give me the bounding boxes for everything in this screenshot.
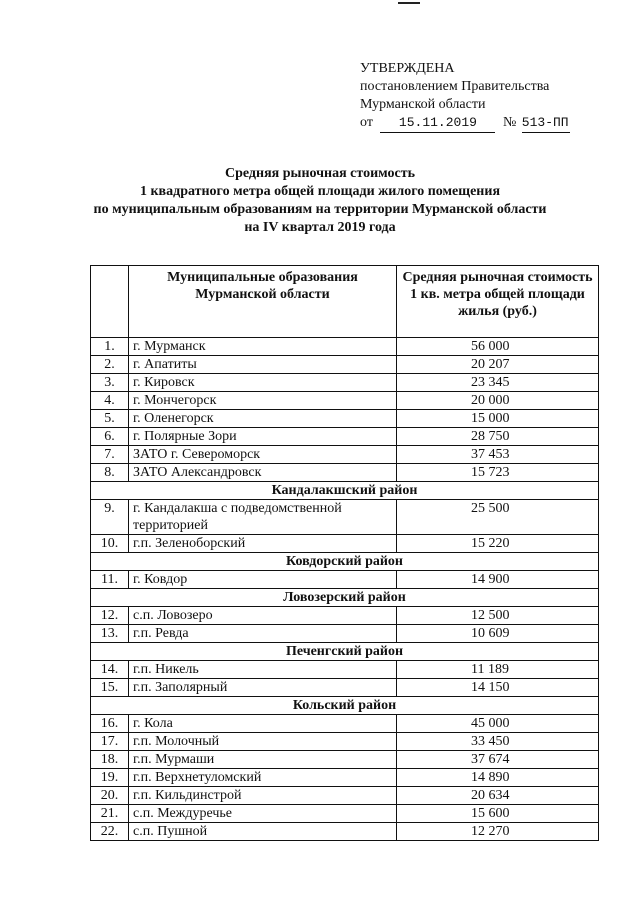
row-number: 12. [91, 607, 129, 625]
header-price: Средняя рыночная стоимость 1 кв. метра общей площади жилья (руб.) [397, 266, 599, 338]
row-price: 15 600 [397, 805, 599, 823]
row-price: 12 270 [397, 823, 599, 841]
row-municipality: с.п. Междуречье [129, 805, 397, 823]
approval-date: 15.11.2019 [380, 114, 495, 133]
row-municipality: г. Мончегорск [129, 392, 397, 410]
row-number: 1. [91, 338, 129, 356]
row-number: 7. [91, 446, 129, 464]
section-row [91, 482, 599, 500]
table-row [91, 428, 599, 446]
section-title: Кандалакшский район [91, 482, 599, 500]
top-mark [398, 2, 420, 4]
row-municipality: г.п. Кильдинстрой [129, 787, 397, 805]
table-row [91, 571, 599, 589]
row-municipality: г.п. Ревда [129, 625, 397, 643]
table-row [91, 535, 599, 553]
table-row [91, 751, 599, 769]
table-row [91, 661, 599, 679]
row-price: 23 345 [397, 374, 599, 392]
section-title: Ковдорский район [91, 553, 599, 571]
row-price: 45 000 [397, 715, 599, 733]
table-row [91, 464, 599, 482]
table-header-row [91, 266, 599, 338]
title-line-4: на IV квартал 2019 года [244, 220, 396, 235]
table-row [91, 679, 599, 697]
section-title: Печенгский район [91, 643, 599, 661]
approval-block [360, 60, 570, 133]
row-price: 15 220 [397, 535, 599, 553]
table-row [91, 392, 599, 410]
row-number: 8. [91, 464, 129, 482]
row-municipality: г. Кандалакша с подведомственной территорией [129, 500, 397, 535]
table-body [91, 338, 599, 841]
section-title: Ловозерский район [91, 589, 599, 607]
row-number: 4. [91, 392, 129, 410]
approval-line-3: Мурманской области [360, 97, 486, 112]
row-price: 15 723 [397, 464, 599, 482]
title-line-3: по муниципальным образованиям на территории Мурманской области [93, 202, 547, 217]
row-number: 6. [91, 428, 129, 446]
row-price: 14 890 [397, 769, 599, 787]
row-municipality: г.п. Зеленоборский [129, 535, 397, 553]
row-price: 37 453 [397, 446, 599, 464]
row-municipality: г. Ковдор [129, 571, 397, 589]
table-row [91, 805, 599, 823]
section-row [91, 643, 599, 661]
row-price: 33 450 [397, 733, 599, 751]
row-price: 56 000 [397, 338, 599, 356]
row-price: 37 674 [397, 751, 599, 769]
row-number: 3. [91, 374, 129, 392]
row-number: 19. [91, 769, 129, 787]
row-number: 14. [91, 661, 129, 679]
row-municipality: г.п. Никель [129, 661, 397, 679]
header-number [91, 266, 129, 338]
approval-date-line [360, 114, 570, 133]
row-municipality: с.п. Пушной [129, 823, 397, 841]
row-number: 15. [91, 679, 129, 697]
row-municipality: г. Кола [129, 715, 397, 733]
table-row [91, 446, 599, 464]
approval-status: УТВЕРЖДЕНА [360, 61, 455, 76]
section-row [91, 589, 599, 607]
row-municipality: г. Апатиты [129, 356, 397, 374]
row-number: 13. [91, 625, 129, 643]
row-number: 10. [91, 535, 129, 553]
section-title: Кольский район [91, 697, 599, 715]
row-number: 20. [91, 787, 129, 805]
table-row [91, 356, 599, 374]
row-price: 14 150 [397, 679, 599, 697]
row-number: 5. [91, 410, 129, 428]
number-prefix: № [502, 115, 517, 130]
table-row [91, 733, 599, 751]
row-number: 21. [91, 805, 129, 823]
table-row [91, 500, 599, 535]
row-municipality: ЗАТО Александровск [129, 464, 397, 482]
section-row [91, 553, 599, 571]
row-municipality: ЗАТО г. Североморск [129, 446, 397, 464]
approval-line-2: постановлением Правительства [360, 79, 550, 94]
table-row [91, 715, 599, 733]
row-number: 11. [91, 571, 129, 589]
row-municipality: г.п. Молочный [129, 733, 397, 751]
row-number: 16. [91, 715, 129, 733]
table-row [91, 374, 599, 392]
row-number: 9. [91, 500, 129, 535]
row-municipality: г. Полярные Зори [129, 428, 397, 446]
table-row [91, 823, 599, 841]
date-prefix: от [360, 115, 373, 130]
row-price: 14 900 [397, 571, 599, 589]
row-number: 2. [91, 356, 129, 374]
row-municipality: г. Оленегорск [129, 410, 397, 428]
header-municipality: Муниципальные образования Мурманской области [129, 266, 397, 338]
document-title [40, 165, 600, 237]
table-row [91, 787, 599, 805]
section-row [91, 697, 599, 715]
table-row [91, 607, 599, 625]
row-price: 20 000 [397, 392, 599, 410]
row-price: 11 189 [397, 661, 599, 679]
row-municipality: г. Мурманск [129, 338, 397, 356]
row-price: 12 500 [397, 607, 599, 625]
title-line-1: Средняя рыночная стоимость [225, 166, 415, 181]
row-price: 20 634 [397, 787, 599, 805]
row-municipality: г.п. Мурмаши [129, 751, 397, 769]
row-municipality: г.п. Заполярный [129, 679, 397, 697]
row-municipality: г. Кировск [129, 374, 397, 392]
row-price: 28 750 [397, 428, 599, 446]
table-row [91, 769, 599, 787]
row-municipality: с.п. Ловозеро [129, 607, 397, 625]
row-number: 18. [91, 751, 129, 769]
row-price: 25 500 [397, 500, 599, 535]
table-row [91, 625, 599, 643]
table-row [91, 338, 599, 356]
price-table [90, 265, 599, 841]
row-municipality: г.п. Верхнетуломский [129, 769, 397, 787]
row-price: 20 207 [397, 356, 599, 374]
row-number: 22. [91, 823, 129, 841]
row-price: 15 000 [397, 410, 599, 428]
row-number: 17. [91, 733, 129, 751]
approval-number: 513-ПП [522, 114, 570, 133]
table-row [91, 410, 599, 428]
row-price: 10 609 [397, 625, 599, 643]
title-line-2: 1 квадратного метра общей площади жилого помещения [139, 184, 501, 199]
